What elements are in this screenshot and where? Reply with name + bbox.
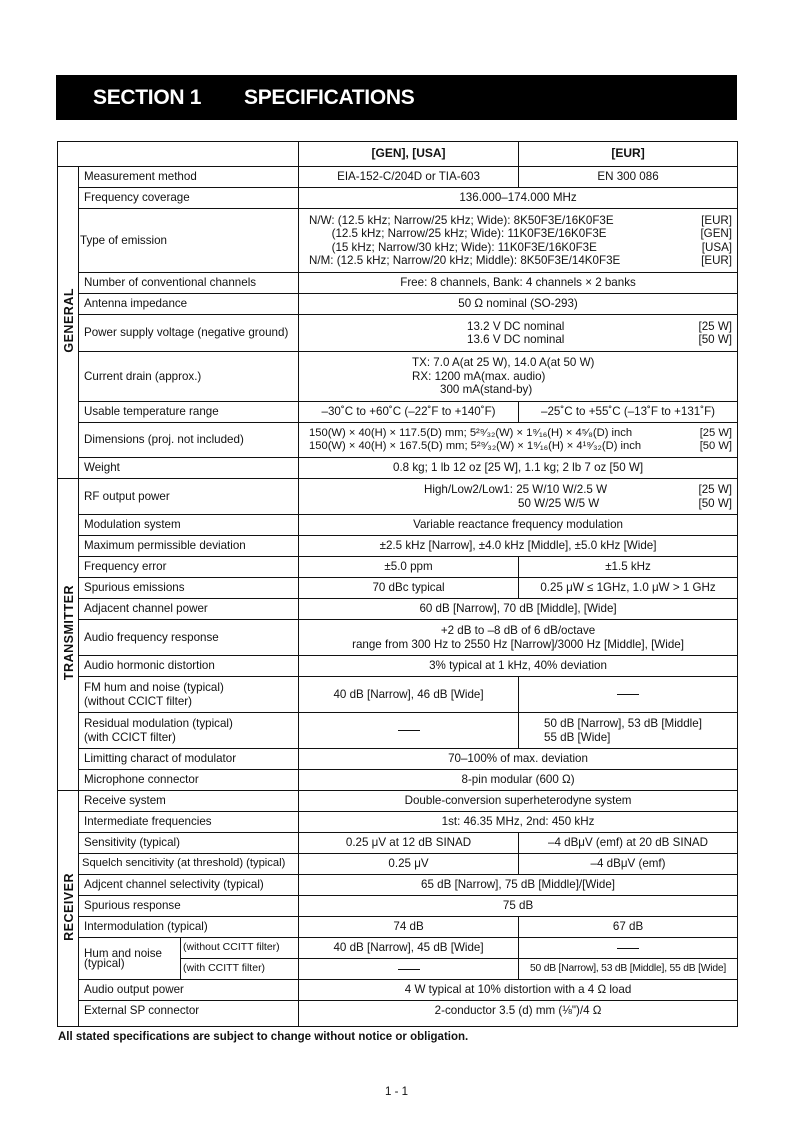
sub-label: (without CCITT filter) <box>181 938 299 959</box>
table-row <box>58 352 738 402</box>
table-row <box>58 854 738 875</box>
section-banner <box>56 75 737 120</box>
row-label: Audio frequency response <box>79 620 299 656</box>
table-row <box>58 677 738 713</box>
cell-value: 50 Ω nominal (SO-293) <box>299 294 738 315</box>
table-row <box>58 749 738 770</box>
table-row <box>58 294 738 315</box>
cell-gen: 70 dBc typical <box>299 578 519 599</box>
sub-label: (with CCITT filter) <box>181 959 299 980</box>
table-row <box>58 812 738 833</box>
row-label: Receive system <box>79 791 299 812</box>
cell-value: +2 dB to –8 dB of 6 dB/octave range from 300 Hz to 2550 Hz [Narrow]/3000 Hz [Middle], [Wide] <box>299 620 738 656</box>
cell-value: 70–100% of max. deviation <box>299 749 738 770</box>
cell-gen: 40 dB [Narrow], 45 dB [Wide] <box>299 938 519 959</box>
cell-eur: EN 300 086 <box>519 167 738 188</box>
row-label: Adjcent channel selectivity (typical) <box>79 875 299 896</box>
row-label: Power supply voltage (negative ground) <box>79 315 299 352</box>
row-label: Intermediate frequencies <box>79 812 299 833</box>
row-label: Maximum permissible deviation <box>79 536 299 557</box>
row-label: Intermodulation (typical) <box>79 917 299 938</box>
cell-value: 65 dB [Narrow], 75 dB [Middle]/[Wide] <box>299 875 738 896</box>
cell-eur: –4 dBμV (emf) <box>519 854 738 875</box>
header-blank <box>58 142 299 167</box>
cell-value: 75 dB <box>299 896 738 917</box>
cell-value: 150(W) × 40(H) × 117.5(D) mm; 5²⁹⁄₃₂(W) × 1⁹⁄₁₆(H) × 4⁵⁄₈(D) inch [25 W] 150(W) × 40(H) × 167.5(D) mm; 5²⁹⁄₃₂(W) × 1⁹⁄₁₆(H) × 4¹⁹⁄₃₂(D) inch [50 W] <box>299 423 738 458</box>
table-row <box>58 458 738 479</box>
table-row <box>58 188 738 209</box>
cell-value: ±2.5 kHz [Narrow], ±4.0 kHz [Middle], ±5.0 kHz [Wide] <box>299 536 738 557</box>
table-row <box>58 423 738 458</box>
cell-value: 2-conductor 3.5 (d) mm (⅛")/4 Ω <box>299 1001 738 1027</box>
section-title: SPECIFICATIONS <box>244 86 415 109</box>
header-gen-usa: [GEN], [USA] <box>299 142 519 167</box>
table-row <box>58 167 738 188</box>
cell-value: 8-pin modular (600 Ω) <box>299 770 738 791</box>
cell-eur: 50 dB [Narrow], 53 dB [Middle], 55 dB [Wide] <box>519 959 738 980</box>
header-eur: [EUR] <box>519 142 738 167</box>
section-number: SECTION 1 <box>93 86 202 109</box>
cell-eur-dash <box>519 938 738 959</box>
specifications-table <box>57 141 738 1027</box>
table-row <box>58 578 738 599</box>
disclaimer-note: All stated specifications are subject to change without notice or obligation. <box>58 1031 469 1043</box>
cell-value: 0.8 kg; 1 lb 12 oz [25 W], 1.1 kg; 2 lb 7 oz [50 W] <box>299 458 738 479</box>
group-general: GENERAL <box>58 167 79 479</box>
row-label: Frequency error <box>79 557 299 578</box>
row-label: Measurement method <box>79 167 299 188</box>
cell-value: 60 dB [Narrow], 70 dB [Middle], [Wide] <box>299 599 738 620</box>
row-label: Number of conventional channels <box>79 273 299 294</box>
cell-gen: –30˚C to +60˚C (–22˚F to +140˚F) <box>299 402 519 423</box>
cell-value: Double-conversion superheterodyne system <box>299 791 738 812</box>
row-label: Spurious emissions <box>79 578 299 599</box>
table-row <box>58 479 738 515</box>
table-row <box>58 620 738 656</box>
cell-eur: 50 dB [Narrow], 53 dB [Middle] 55 dB [Wide] <box>519 713 738 749</box>
table-row <box>58 209 738 273</box>
cell-value: 13.2 V DC nominal [25 W] 13.6 V DC nominal [50 W] <box>299 315 738 352</box>
table-row <box>58 833 738 854</box>
cell-gen-dash <box>299 959 519 980</box>
table-row <box>58 791 738 812</box>
cell-gen-dash <box>299 713 519 749</box>
table-row <box>58 557 738 578</box>
page-number: 1 - 1 <box>384 1086 408 1098</box>
group-receiver: RECEIVER <box>58 791 79 1027</box>
table-row <box>58 917 738 938</box>
group-transmitter: TRANSMITTER <box>58 479 79 791</box>
table-row <box>58 536 738 557</box>
row-label: External SP connector <box>79 1001 299 1027</box>
cell-value: 3% typical at 1 kHz, 40% deviation <box>299 656 738 677</box>
cell-value: 1st: 46.35 MHz, 2nd: 450 kHz <box>299 812 738 833</box>
table-row <box>58 515 738 536</box>
table-row <box>58 656 738 677</box>
table-row <box>58 938 738 959</box>
cell-value: 136.000–174.000 MHz <box>299 188 738 209</box>
row-label: Type of emission <box>79 209 299 273</box>
row-label: RF output power <box>79 479 299 515</box>
cell-eur: ±1.5 kHz <box>519 557 738 578</box>
table-row <box>58 875 738 896</box>
table-row <box>58 896 738 917</box>
cell-eur: –25˚C to +55˚C (–13˚F to +131˚F) <box>519 402 738 423</box>
row-label: Adjacent channel power <box>79 599 299 620</box>
cell-value: Variable reactance frequency modulation <box>299 515 738 536</box>
row-label: Audio output power <box>79 980 299 1001</box>
table-header-row <box>58 142 738 167</box>
table-row <box>58 1001 738 1027</box>
row-label: Current drain (approx.) <box>79 352 299 402</box>
table-row <box>58 402 738 423</box>
cell-eur: –4 dBμV (emf) at 20 dB SINAD <box>519 833 738 854</box>
cell-gen: ±5.0 ppm <box>299 557 519 578</box>
table-row <box>58 713 738 749</box>
cell-value: TX: 7.0 A(at 25 W), 14.0 A(at 50 W) RX: 1200 mA(max. audio) 300 mA(stand-by) <box>299 352 738 402</box>
cell-eur-dash <box>519 677 738 713</box>
cell-gen: 0.25 μV <box>299 854 519 875</box>
table-row <box>58 599 738 620</box>
row-label: Weight <box>79 458 299 479</box>
cell-value: High/Low2/Low1: 25 W/10 W/2.5 W [25 W] 50 W/25 W/5 W [50 W] <box>299 479 738 515</box>
table-row <box>58 980 738 1001</box>
cell-gen: 74 dB <box>299 917 519 938</box>
row-label: Limitting charact of modulator <box>79 749 299 770</box>
row-label: Frequency coverage <box>79 188 299 209</box>
row-label: Dimensions (proj. not included) <box>79 423 299 458</box>
cell-value: Free: 8 channels, Bank: 4 channels × 2 banks <box>299 273 738 294</box>
row-label: Microphone connector <box>79 770 299 791</box>
row-label: FM hum and noise (typical) (without CCICT filter) <box>79 677 299 713</box>
cell-gen: 40 dB [Narrow], 46 dB [Wide] <box>299 677 519 713</box>
table-row <box>58 315 738 352</box>
row-label: Residual modulation (typical) (with CCICT filter) <box>79 713 299 749</box>
row-label: Antenna impedance <box>79 294 299 315</box>
row-label: Spurious response <box>79 896 299 917</box>
cell-eur: 67 dB <box>519 917 738 938</box>
table-row <box>58 273 738 294</box>
row-label: Hum and noise (typical) <box>79 938 181 980</box>
cell-gen: 0.25 μV at 12 dB SINAD <box>299 833 519 854</box>
row-label: Sensitivity (typical) <box>79 833 299 854</box>
cell-value: 4 W typical at 10% distortion with a 4 Ω load <box>299 980 738 1001</box>
row-label: Audio hormonic distortion <box>79 656 299 677</box>
row-label: Modulation system <box>79 515 299 536</box>
cell-gen: EIA-152-C/204D or TIA-603 <box>299 167 519 188</box>
cell-eur: 0.25 μW ≤ 1GHz, 1.0 μW > 1 GHz <box>519 578 738 599</box>
row-label: Squelch sencitivity (at threshold) (typical) <box>79 854 299 875</box>
table-row <box>58 770 738 791</box>
row-label: Usable temperature range <box>79 402 299 423</box>
cell-value: N/W: (12.5 kHz; Narrow/25 kHz; Wide): 8K50F3E/16K0F3E [EUR] (12.5 kHz; Narrow/25 kHz; Wide): 11K0F3E/16K0F3E [GEN] (15 kHz; Narrow/30 kHz; Wide): 11K0F3E/16K0F3E [USA] N/M: (12.5 kHz; Narrow/20 kHz; Middle): 8K50F3E/14K0F3E [EUR] <box>299 209 738 273</box>
